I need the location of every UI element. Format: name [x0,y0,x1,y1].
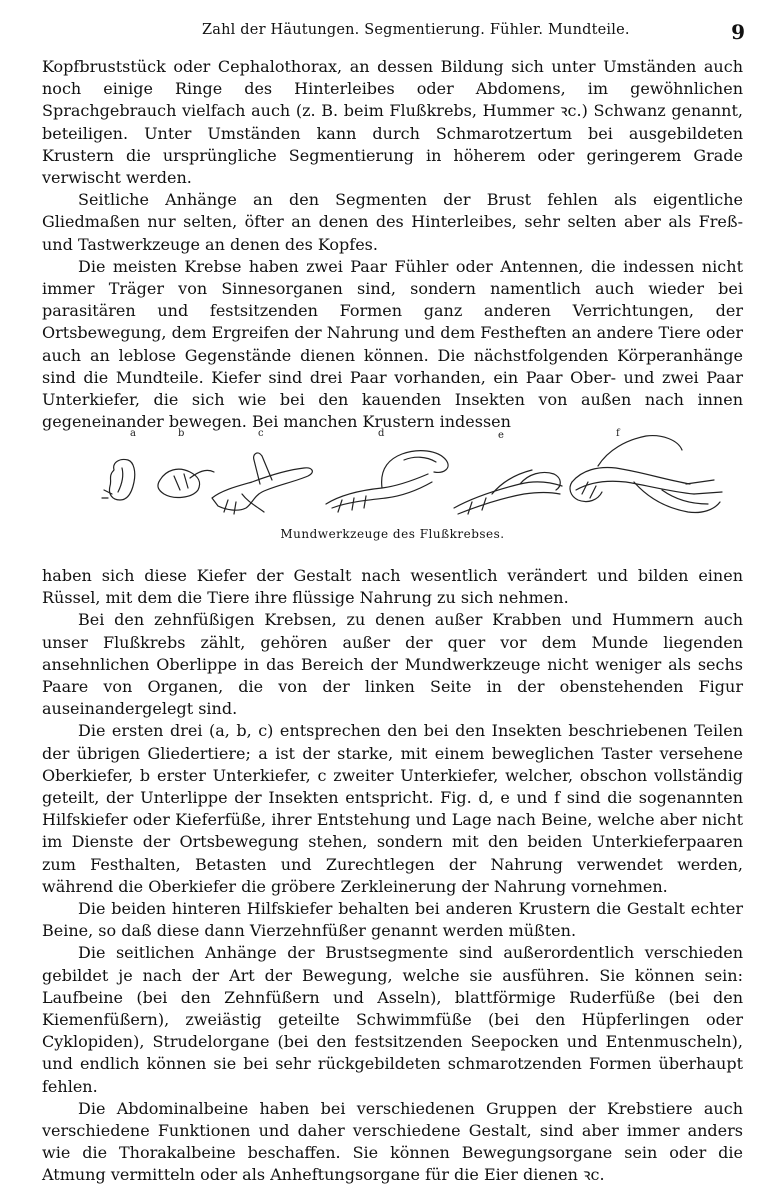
figure-mouthparts [42,420,743,558]
first-maxilla-drawing [158,469,214,497]
body-text-top [42,56,743,433]
page-header [42,22,745,44]
paragraph: Die Abdominalbeine haben bei verschiedenen Gruppen der Krebstiere auch verschiedene Funktionen und daher verschiedene Gestalt, sind aber immer anders wie die Thorakalbeine beschaffen. Sie können Bewegungsorgane sein oder die Atmung vermitteln oder als Anheftungsorgane für die Eier dienen ꝛc. [42,1098,743,1185]
paragraph: Die seitlichen Anhänge der Brustsegmente sind außerordentlich verschieden gebildet je nach der Art der Bewegung, welche sie ausführen. Sie können sein: Laufbeine (bei den Zehnfüßern und Asseln), blattförmige Ruderfüße (bei den Kiemenfüßern), zweiästig geteilte Schwimmfüße (bei den Hüpferlingen oder Cyklopiden), Strudelorgane (bei den festsitzenden Seepocken und Entenmuscheln), und endlich können sie bei sehr rückgebildeten schmarotzenden Formen überhaupt fehlen. [42,943,743,1096]
second-maxilliped-drawing [454,470,562,514]
third-maxilliped-drawing [570,436,722,513]
paragraph: haben sich diese Kiefer der Gestalt nach wesentlich verändert und bilden einen Rüssel, mit dem die Tiere ihre flüssige Nahrung zu sich nehmen. [42,566,743,608]
mouthparts-drawing [42,420,743,525]
first-maxilliped-drawing [326,451,448,512]
paragraph: Kopfbruststück oder Cephalothorax, an dessen Bildung sich unter Umständen auch noch einige Ringe des Hinterleibes oder Abdomens, im gewöhnlichen Sprachgebrauch vielfach auch (z. B. beim Flußkrebs, Hummer ꝛc.) Schwanz genannt, beteiligen. Unter Umständen kann durch Schmarotzertum bei ausgebildeten Krustern die ursprüngliche Segmentierung in höherem oder geringerem Grade verwischt werden. [42,57,743,188]
second-maxilla-drawing [212,453,312,514]
figure-caption: Mundwerkzeuge des Flußkrebses. [280,527,505,541]
figure-label-c: c [258,428,264,439]
paragraph: Bei den zehnfüßigen Krebsen, zu denen außer Krabben und Hummern auch unser Flußkrebs zählt, gehören außer der quer vor dem Munde liegenden ansehnlichen Oberlippe in das Bereich der Mundwerkzeuge nicht weniger als sechs Paare von Organen, die von der linken Seite in der obenstehenden Figur auseinandergelegt sind. [42,610,743,719]
figure-label-d: d [378,428,385,439]
paragraph: Seitliche Anhänge an den Segmenten der Brust fehlen als eigentliche Gliedmaßen nur selten, öfter an denen des Hinterleibes, sehr selten aber als Freß- und Tastwerkzeuge an denen des Kopfes. [42,190,743,254]
figure-label-a: a [130,428,136,439]
figure-label-e: e [498,430,504,441]
mandible-drawing [102,459,135,500]
figure-label-f: f [616,428,620,439]
paragraph: Die ersten drei (a, b, c) entsprechen den bei den Insekten beschriebenen Teilen der übrigen Gliedertiere; a ist der starke, mit einem beweglichen Taster versehene Oberkiefer, b erster Unterkiefer, c zweiter Unterkiefer, welcher, obschon vollständig geteilt, der Unterlippe der Insekten entspricht. Fig. d, e und f sind die sogenannten Hilfskiefer oder Kieferfüße, ihrer Entstehung und Lage nach Beine, welche aber nicht im Dienste der Ortsbewegung stehen, sondern mit den beiden Unterkieferpaaren zum Festhalten, Betasten und Zurechtlegen der Nahrung verwendet werden, während die Oberkiefer die gröbere Zerkleinerung der Nahrung vornehmen. [42,721,743,896]
page-number: 9 [731,20,745,44]
body-text-bottom [42,565,743,1187]
paragraph: Die meisten Krebse haben zwei Paar Fühler oder Antennen, die indessen nicht immer Träger von Sinnesorganen sind, sondern namentlich auch wieder bei parasitären und festsitzenden Formen ganz anderen Verrichtungen, der Ortsbewegung, dem Ergreifen der Nahrung und dem Festheften an andere Tiere oder auch an leblose Gegenstände dienen können. Die nächstfolgenden Körperanhänge sind die Mundteile. Kiefer sind drei Paar vorhanden, ein Paar Ober- und zwei Paar Unterkiefer, die sich wie bei den kauenden Insekten von außen nach innen gegeneinander bewegen. Bei manchen Krustern indessen [42,256,743,432]
figure-label-b: b [178,428,185,439]
running-title: Zahl der Häutungen. Segmentierung. Fühler. Mundteile. [202,22,630,38]
paragraph: Die beiden hinteren Hilfskiefer behalten bei anderen Krustern die Gestalt echter Beine, so daß diese dann Vierzehnfüßer genannt werden müßten. [42,899,743,941]
